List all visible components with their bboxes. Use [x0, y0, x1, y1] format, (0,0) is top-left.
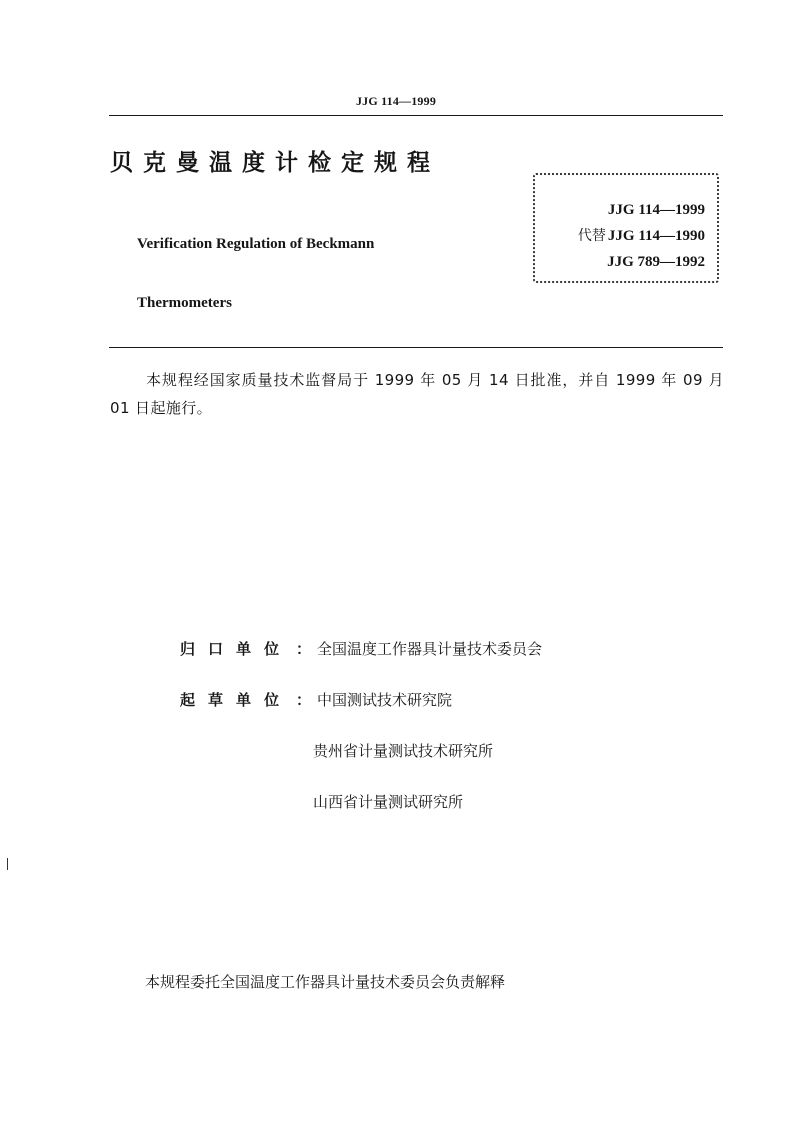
responsible-unit-label: 归口单位: [180, 640, 293, 658]
current-standard-number: JJG 114—1999: [607, 202, 705, 218]
drafting-unit-name-1: 中国测试技术研究院: [317, 691, 453, 709]
interpretation-statement: 本规程委托全国温度工作器具计量技术委员会负责解释: [145, 973, 506, 991]
drafting-unit-row: [180, 690, 452, 710]
replaced-standard-number-2: JJG 789—1992: [607, 254, 705, 270]
page-header-code: JJG 114—1999: [355, 94, 437, 108]
title-divider: [109, 347, 723, 348]
drafting-unit-name-3: 山西省计量测试研究所: [313, 793, 464, 811]
header-divider: [109, 115, 723, 116]
standard-number-box: [533, 173, 719, 283]
english-title-line-2: Thermometers: [137, 295, 232, 311]
drafting-unit-label: 起草单位: [180, 691, 293, 709]
english-title-line-1: Verification Regulation of Beckmann: [137, 236, 375, 252]
approval-statement: 本规程经国家质量技术监督局于 1999 年 05 月 14 日批准，并自 1999 年 09 月 01 日起施行。: [110, 371, 724, 417]
drafting-unit-colon: ：: [296, 691, 312, 709]
responsible-unit-colon: ：: [296, 640, 312, 658]
drafting-unit-name-2: 贵州省计量测试技术研究所: [313, 742, 494, 760]
chinese-title: 贝克曼温度计检定规程: [110, 150, 440, 176]
responsible-unit-row: [180, 639, 542, 659]
scan-margin-mark: [7, 858, 8, 870]
replace-label: 代替: [577, 228, 606, 244]
replaced-standard-number-1: JJG 114—1990: [607, 228, 705, 244]
responsible-unit-name: 全国温度工作器具计量技术委员会: [317, 640, 543, 658]
replaced-standard-line-1: [578, 227, 705, 245]
